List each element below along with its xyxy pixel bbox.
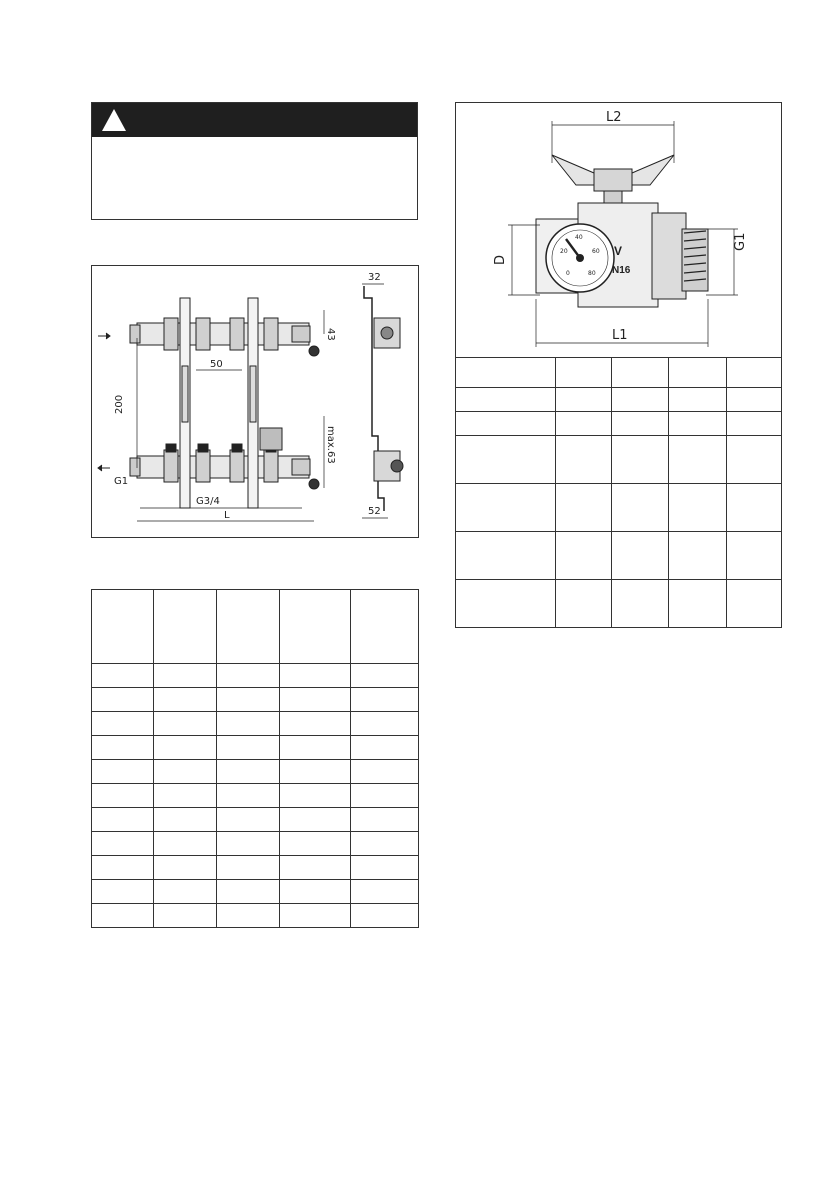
- warning-box: [91, 102, 418, 220]
- dim-43-label: 43: [325, 328, 336, 341]
- table-row: [92, 904, 419, 928]
- table-header-row: [92, 590, 419, 664]
- dim-l2-label: L2: [606, 110, 622, 125]
- table-cell: [279, 590, 350, 664]
- warning-body: [92, 137, 417, 219]
- gauge-tick-40: 40: [575, 234, 583, 241]
- table-row: [456, 388, 782, 412]
- dim-g1-label: G1: [114, 476, 129, 487]
- manifold-dimensions-table: [91, 589, 419, 928]
- table-cell: [350, 590, 418, 664]
- dim-32-label: 32: [368, 272, 381, 283]
- table-row: [92, 688, 419, 712]
- dim-l-label: L: [224, 510, 230, 521]
- gauge-tick-60: 60: [592, 248, 600, 255]
- warning-header-bar: [92, 103, 417, 137]
- valve-dimensions-table: [455, 357, 782, 628]
- dim-g34-label: G3/4: [196, 496, 220, 507]
- table-cell: [154, 590, 217, 664]
- table-row: [456, 412, 782, 436]
- table-cell: [555, 358, 611, 388]
- manifold-drawing: [91, 265, 419, 538]
- table-row: [92, 784, 419, 808]
- table-cell: [669, 358, 726, 388]
- gauge-tick-0: 0: [566, 270, 570, 277]
- dim-50-label: 50: [210, 359, 223, 370]
- table-row: [92, 664, 419, 688]
- table-row: [92, 712, 419, 736]
- table-row: [92, 808, 419, 832]
- gauge-mark-label: V: [614, 244, 623, 258]
- table-row: [92, 856, 419, 880]
- table-cell: [726, 358, 781, 388]
- table-row: [92, 736, 419, 760]
- table-row: [456, 484, 782, 532]
- manifold-svg: [92, 266, 418, 537]
- table-row: [456, 358, 782, 388]
- table-cell: [612, 358, 669, 388]
- dim-l1-label: L1: [612, 328, 628, 343]
- table-row: [456, 532, 782, 580]
- ball-valve-svg: [456, 103, 781, 357]
- dim-max63-label: max.63: [325, 426, 336, 464]
- dim-g1-valve-label: G1: [733, 232, 748, 251]
- table-row: [456, 580, 782, 628]
- table-cell: [456, 358, 556, 388]
- dim-52-label: 52: [368, 506, 381, 517]
- table-cell: [92, 590, 154, 664]
- table-cell: [217, 590, 279, 664]
- gauge-tick-80: 80: [588, 270, 596, 277]
- dim-200-label: 200: [114, 394, 125, 414]
- dim-d-label: D: [493, 254, 508, 265]
- table-row: [92, 880, 419, 904]
- gauge-model-label: N16: [612, 265, 631, 276]
- gauge-tick-20: 20: [560, 248, 568, 255]
- warning-triangle-icon: [101, 108, 127, 132]
- table-row: [92, 832, 419, 856]
- ball-valve-drawing: [455, 102, 782, 358]
- table-row: [456, 436, 782, 484]
- table-row: [92, 760, 419, 784]
